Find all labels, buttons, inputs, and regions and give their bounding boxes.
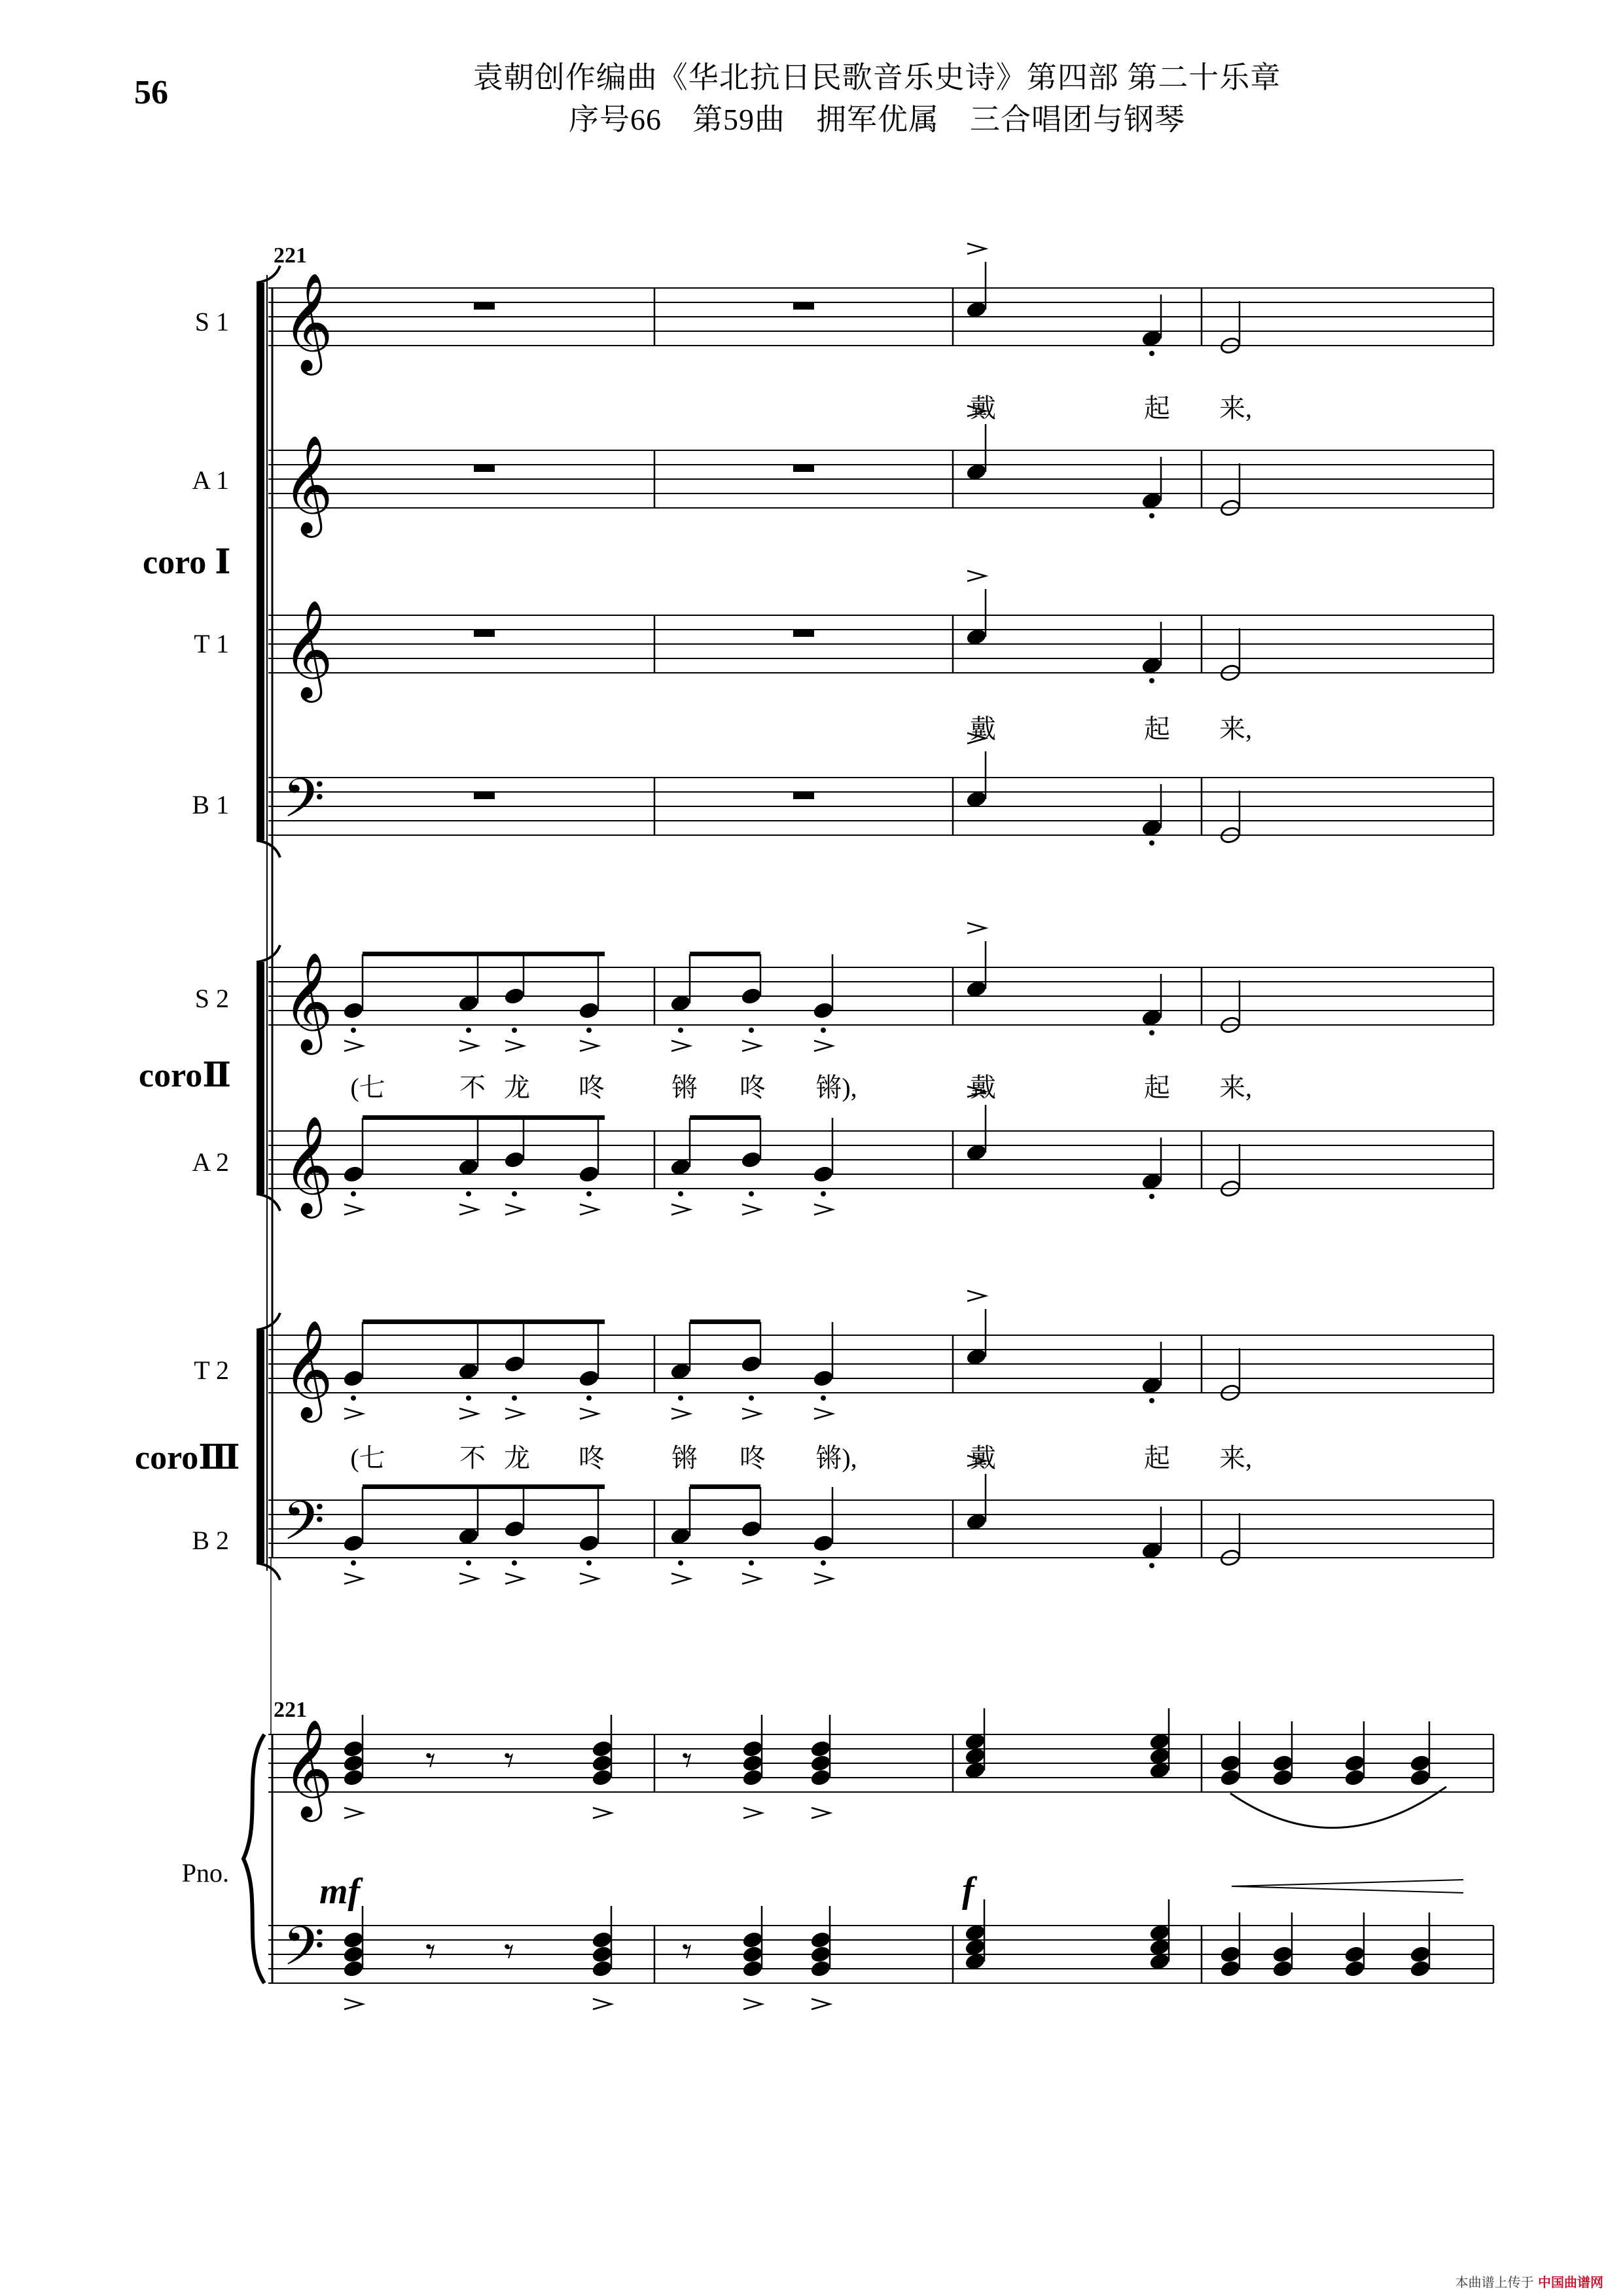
notehead: [342, 1768, 364, 1787]
staccato-dot: [821, 1028, 826, 1033]
accent-mark: [459, 1573, 478, 1584]
staccato-dot: [821, 1560, 826, 1566]
whole-rest-icon: [793, 630, 814, 637]
staccato-dot: [749, 1191, 754, 1196]
notehead: [1219, 1945, 1241, 1964]
eighth-rest-icon: 𝄾: [682, 1738, 692, 1784]
notehead: [1409, 1960, 1431, 1978]
accent-mark: [505, 1041, 524, 1051]
whole-rest-icon: [793, 465, 814, 472]
measure-number-piano: 221: [274, 1698, 307, 1722]
lyric-t2-qiang: 锵: [671, 1443, 698, 1473]
notehead: [342, 1945, 364, 1964]
staccato-dot: [466, 1191, 471, 1196]
dynamic-mf: mf: [319, 1871, 361, 1912]
accent-mark: [812, 1999, 830, 2009]
accent-mark: [580, 1408, 598, 1419]
notehead: [1219, 1960, 1241, 1978]
accent-mark: [459, 1204, 478, 1215]
staccato-dot: [1149, 840, 1154, 846]
notehead: [1344, 1754, 1365, 1772]
bass-clef-icon: 𝄢: [283, 1489, 325, 1566]
notehead: [503, 1520, 525, 1538]
notehead: [964, 1924, 986, 1942]
lyric-s2-qiang-close: 锵),: [815, 1073, 857, 1102]
notehead: [503, 1355, 525, 1373]
lyric-t1-dai: 戴: [970, 714, 996, 744]
notehead: [342, 1960, 364, 1978]
staccato-dot: [351, 1395, 356, 1401]
staccato-dot: [1149, 1030, 1154, 1035]
footer-brand: 中国曲谱网: [1538, 2274, 1603, 2290]
bracket-coro2-top-hook: [257, 945, 280, 962]
notehead: [669, 1362, 691, 1380]
notehead: [1141, 819, 1162, 837]
notehead: [965, 1348, 987, 1366]
staccato-dot: [512, 1560, 517, 1566]
eighth-rest-icon: 𝄾: [504, 1929, 514, 1975]
lyric-s2-lai: 来,: [1219, 1073, 1252, 1102]
notehead: [810, 1931, 831, 1949]
notehead: [740, 1520, 762, 1538]
notehead: [342, 1931, 364, 1949]
accent-mark: [812, 1808, 830, 1818]
accent-mark: [344, 1573, 363, 1584]
notehead: [810, 1945, 831, 1964]
notehead: [741, 1768, 763, 1787]
notehead: [741, 1931, 763, 1949]
staccato-dot: [1149, 513, 1154, 518]
part-label-a2: A 2: [192, 1147, 229, 1177]
accent-mark: [505, 1573, 524, 1584]
notehead: [810, 1754, 831, 1772]
bass-clef-icon: 𝄢: [283, 766, 325, 843]
treble-clef-icon: 𝄞: [283, 272, 333, 371]
staccato-dot: [586, 1191, 592, 1196]
lyric-t2-qi-open: (七: [350, 1443, 385, 1473]
notehead: [812, 1534, 834, 1552]
notehead: [740, 1151, 762, 1169]
beam: [690, 1319, 760, 1324]
notehead: [812, 1001, 834, 1020]
staccato-dot: [586, 1395, 592, 1401]
lyric-s2-bu: 不: [459, 1073, 486, 1102]
part-label-a1: A 1: [192, 465, 229, 495]
score-title: 袁朝创作编曲《华北抗日民歌音乐史诗》第四部 第二十乐章: [473, 61, 1281, 94]
bracket-coro1: [257, 283, 264, 840]
notehead: [810, 1740, 831, 1758]
notehead: [741, 1754, 763, 1772]
notehead: [1149, 1761, 1170, 1780]
notehead: [741, 1960, 763, 1978]
beam: [363, 952, 605, 956]
notehead: [669, 994, 691, 1013]
notehead: [740, 1355, 762, 1373]
staccato-dot: [821, 1395, 826, 1401]
accent-mark: [580, 1573, 598, 1584]
notehead: [1141, 656, 1162, 675]
lyric-s1-dai: 戴: [970, 393, 996, 423]
lyric-s2-dong: 咚: [579, 1073, 605, 1102]
lyric-s1-lai: 来,: [1219, 393, 1252, 423]
treble-clef-icon: 𝄞: [283, 1718, 333, 1818]
notehead: [965, 790, 987, 808]
lyric-s2-qiang: 锵: [671, 1073, 698, 1102]
notehead: [965, 628, 987, 646]
notehead: [965, 980, 987, 998]
lyric-t1-lai: 来,: [1219, 714, 1252, 744]
accent-mark: [742, 1573, 760, 1584]
notehead: [591, 1931, 613, 1949]
staccato-dot: [512, 1028, 517, 1033]
treble-clef-icon: 𝄞: [283, 434, 333, 533]
accent-mark: [967, 923, 986, 933]
footer-prefix: 本曲谱上传于: [1455, 2274, 1534, 2290]
accent-mark: [967, 243, 986, 254]
accent-mark: [505, 1408, 524, 1419]
notehead: [1409, 1754, 1431, 1772]
treble-clef-icon: 𝄞: [283, 599, 333, 698]
beam: [690, 952, 760, 956]
accent-mark: [671, 1204, 690, 1215]
treble-clef-icon: 𝄞: [283, 1319, 333, 1418]
notehead: [812, 1369, 834, 1388]
staccato-dot: [1149, 1563, 1154, 1568]
part-label-piano: Pno.: [181, 1858, 229, 1888]
notehead: [591, 1740, 613, 1758]
accent-mark: [967, 1291, 986, 1301]
part-label-t2: T 2: [194, 1355, 229, 1385]
choir-label-coro2: coroⅡ: [139, 1057, 232, 1094]
accent-mark: [967, 571, 986, 581]
accent-mark: [344, 1808, 363, 1818]
staccato-dot: [678, 1560, 683, 1566]
part-label-t1: T 1: [194, 629, 229, 658]
notehead: [965, 300, 987, 319]
accent-mark: [671, 1408, 690, 1419]
notehead: [812, 1165, 834, 1183]
bracket-coro3-top-hook: [257, 1313, 280, 1330]
accent-mark: [814, 1041, 832, 1051]
staccato-dot: [1149, 1194, 1154, 1199]
staccato-dot: [678, 1191, 683, 1196]
accent-mark: [743, 1999, 762, 2009]
notehead: [965, 1143, 987, 1162]
notehead: [1141, 1376, 1162, 1395]
notehead: [1141, 1541, 1162, 1560]
whole-rest-icon: [474, 302, 495, 310]
notehead: [1149, 1938, 1170, 1956]
lyric-t2-dong: 咚: [579, 1443, 605, 1473]
slur: [1230, 1787, 1446, 1828]
lyric-t2-dong2: 咚: [740, 1443, 766, 1473]
notehead: [1344, 1945, 1365, 1964]
bracket-coro1-bottom-hook: [257, 840, 280, 857]
whole-rest-icon: [474, 630, 495, 637]
notehead: [591, 1960, 613, 1978]
crescendo-hairpin: [1232, 1880, 1463, 1893]
accent-mark: [580, 1204, 598, 1215]
staccato-dot: [512, 1191, 517, 1196]
staccato-dot: [1149, 678, 1154, 683]
notehead: [578, 1534, 599, 1552]
notehead: [578, 1369, 599, 1388]
notehead: [1344, 1960, 1365, 1978]
staccato-dot: [466, 1560, 471, 1566]
beam: [690, 1484, 760, 1489]
dynamic-f: f: [962, 1870, 974, 1910]
notehead: [810, 1960, 831, 1978]
eighth-rest-icon: 𝄾: [682, 1929, 692, 1975]
notehead: [503, 987, 525, 1005]
lyric-t1-qi: 起: [1144, 714, 1170, 744]
notehead: [503, 1151, 525, 1169]
notehead: [669, 1158, 691, 1176]
lyric-s2-qi: 起: [1144, 1073, 1170, 1102]
notehead: [964, 1938, 986, 1956]
bracket-coro2: [257, 962, 264, 1194]
treble-clef-icon: 𝄞: [283, 951, 333, 1050]
notehead: [1149, 1952, 1170, 1971]
accent-mark: [671, 1573, 690, 1584]
notehead: [591, 1945, 613, 1964]
accent-mark: [344, 1041, 363, 1051]
notehead: [1409, 1768, 1431, 1787]
staccato-dot: [466, 1028, 471, 1033]
lyric-t2-lai: 来,: [1219, 1443, 1252, 1473]
beam: [690, 1115, 760, 1120]
staccato-dot: [351, 1028, 356, 1033]
notehead: [1141, 492, 1162, 510]
notehead: [1272, 1754, 1293, 1772]
staccato-dot: [749, 1028, 754, 1033]
bracket-coro3: [257, 1330, 264, 1563]
lyric-s1-qi: 起: [1144, 393, 1170, 423]
footer-credit: [1455, 2272, 1603, 2291]
accent-mark: [814, 1573, 832, 1584]
notehead: [1272, 1960, 1293, 1978]
lyric-s2-long: 龙: [504, 1073, 530, 1102]
notehead: [457, 1158, 479, 1176]
whole-rest-icon: [474, 792, 495, 799]
notehead: [965, 1513, 987, 1531]
notehead: [591, 1754, 613, 1772]
bracket-coro2-bottom-hook: [257, 1194, 280, 1211]
staccato-dot: [466, 1395, 471, 1401]
notehead: [342, 1754, 364, 1772]
notehead: [1141, 329, 1162, 348]
notehead: [342, 1740, 364, 1758]
accent-mark: [505, 1204, 524, 1215]
score-subtitle: 序号66 第59曲 拥军优属 三合唱团与钢琴: [569, 103, 1185, 136]
notehead: [741, 1740, 763, 1758]
notehead: [964, 1952, 986, 1971]
accent-mark: [671, 1041, 690, 1051]
notehead: [1149, 1924, 1170, 1942]
notehead: [578, 1001, 599, 1020]
staccato-dot: [512, 1395, 517, 1401]
lyric-t2-long: 龙: [504, 1443, 530, 1473]
accent-mark: [344, 1204, 363, 1215]
notehead: [965, 463, 987, 481]
accent-mark: [743, 1808, 762, 1818]
treble-clef-icon: 𝄞: [283, 1115, 333, 1214]
staccato-dot: [1149, 1398, 1154, 1403]
lyric-t2-qi: 起: [1144, 1443, 1170, 1473]
accent-mark: [580, 1041, 598, 1051]
notehead: [741, 1945, 763, 1964]
accent-mark: [814, 1408, 832, 1419]
part-label-s2: S 2: [194, 984, 229, 1013]
staccato-dot: [351, 1191, 356, 1196]
notehead: [578, 1165, 599, 1183]
notehead: [964, 1732, 986, 1751]
staccato-dot: [1149, 351, 1154, 356]
accent-mark: [344, 1999, 363, 2009]
whole-rest-icon: [474, 465, 495, 472]
choir-label-coro3: coroⅢ: [135, 1439, 240, 1477]
page-number: 56: [134, 74, 168, 111]
notehead: [1344, 1768, 1365, 1787]
bracket-coro3-bottom-hook: [257, 1563, 280, 1580]
eighth-rest-icon: 𝄾: [425, 1738, 436, 1784]
notehead: [342, 1001, 364, 1020]
eighth-rest-icon: 𝄾: [504, 1738, 514, 1784]
lyric-s2-qi-open: (七: [350, 1073, 385, 1102]
notehead: [1149, 1747, 1170, 1765]
staccato-dot: [749, 1395, 754, 1401]
lyric-t2-dai: 戴: [970, 1443, 996, 1473]
accent-mark: [344, 1408, 363, 1419]
accent-mark: [593, 1808, 611, 1818]
notehead: [457, 994, 479, 1013]
accent-mark: [742, 1204, 760, 1215]
notehead: [342, 1369, 364, 1388]
accent-mark: [742, 1408, 760, 1419]
staccato-dot: [586, 1560, 592, 1566]
beam: [363, 1115, 605, 1120]
notehead: [669, 1527, 691, 1545]
accent-mark: [814, 1204, 832, 1215]
notehead: [591, 1768, 613, 1787]
lyric-t2-bu: 不: [459, 1443, 486, 1473]
notehead: [1219, 1754, 1241, 1772]
accent-mark: [593, 1999, 611, 2009]
whole-rest-icon: [793, 792, 814, 799]
part-label-b2: B 2: [192, 1526, 229, 1555]
notehead: [1141, 1009, 1162, 1027]
lyric-s2-dong2: 咚: [740, 1073, 766, 1102]
notehead: [740, 987, 762, 1005]
staccato-dot: [351, 1560, 356, 1566]
bass-clef-icon: 𝄢: [283, 1914, 325, 1991]
notehead: [1149, 1732, 1170, 1751]
staccato-dot: [678, 1028, 683, 1033]
measure-number-choir: 221: [274, 243, 307, 268]
part-label-b1: B 1: [192, 790, 229, 819]
part-label-s1: S 1: [194, 307, 229, 336]
whole-rest-icon: [793, 302, 814, 310]
lyric-s2-dai: 戴: [970, 1073, 996, 1102]
staccato-dot: [749, 1560, 754, 1566]
notehead: [964, 1747, 986, 1765]
staccato-dot: [678, 1395, 683, 1401]
notehead: [1219, 1768, 1241, 1787]
notehead: [1272, 1945, 1293, 1964]
notehead: [810, 1768, 831, 1787]
staccato-dot: [821, 1191, 826, 1196]
staccato-dot: [586, 1028, 592, 1033]
lyric-t2-qiang-close: 锵),: [815, 1443, 857, 1473]
notehead: [1272, 1768, 1293, 1787]
eighth-rest-icon: 𝄾: [425, 1929, 436, 1975]
notehead: [964, 1761, 986, 1780]
accent-mark: [459, 1041, 478, 1051]
beam: [363, 1484, 605, 1489]
notehead: [342, 1534, 364, 1552]
accent-mark: [742, 1041, 760, 1051]
piano-brace: [243, 1734, 264, 1983]
choir-label-coro1: coro Ⅰ: [143, 544, 231, 581]
notehead: [342, 1165, 364, 1183]
accent-mark: [459, 1408, 478, 1419]
beam: [363, 1319, 605, 1324]
notehead: [457, 1527, 479, 1545]
notehead: [457, 1362, 479, 1380]
notehead: [1409, 1945, 1431, 1964]
notehead: [1141, 1172, 1162, 1191]
